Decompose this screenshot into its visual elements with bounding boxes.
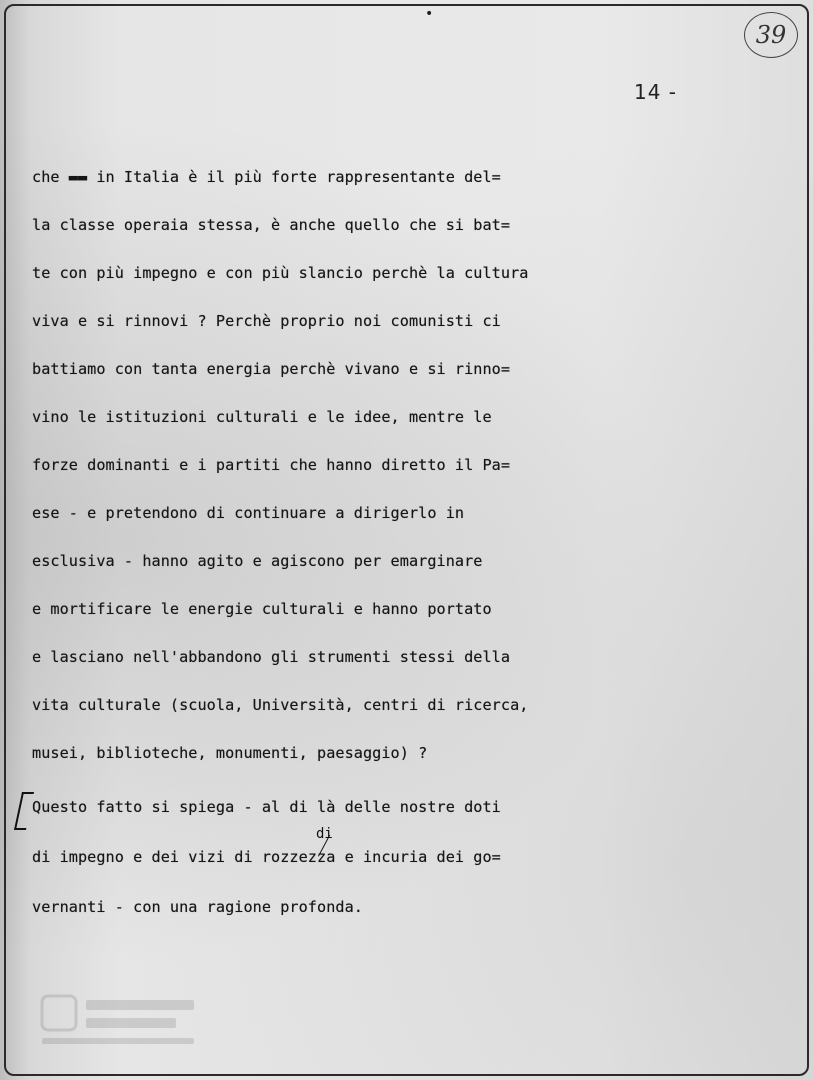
text-line: di impegno e dei vizi di rozzezza e incuria dei go=: [32, 848, 501, 866]
text-line: la classe operaia stessa, è anche quello che si bat=: [32, 216, 511, 234]
text-line: viva e si rinnovi ? Perchè proprio noi comunisti ci: [32, 312, 501, 330]
text-line: e lasciano nell'abbandono gli strumenti stessi della: [32, 648, 511, 666]
text-line: battiamo con tanta energia perchè vivano e si rinno=: [32, 360, 511, 378]
text-line: vino le istituzioni culturali e le idee, mentre le: [32, 408, 492, 426]
text-line: e mortificare le energie culturali e hanno portato: [32, 600, 492, 618]
archive-watermark-logo: [40, 992, 200, 1052]
archive-number-circle: [744, 12, 798, 58]
handwritten-insertion: di: [316, 826, 333, 842]
text-line: Questo fatto si spiega - al di là delle nostre doti: [32, 798, 501, 816]
archive-number: 39: [755, 21, 787, 49]
text-line: vita culturale (scuola, Università, centri di ricerca,: [32, 696, 529, 714]
text-line: forze dominanti e i partiti che hanno diretto il Pa=: [32, 456, 511, 474]
text-line: vernanti - con una ragione profonda.: [32, 898, 363, 916]
top-punch-mark: •: [425, 6, 434, 22]
text-line: ese - e pretendono di continuare a dirigerlo in: [32, 504, 465, 522]
text-line: musei, biblioteche, monumenti, paesaggio) ?: [32, 744, 428, 762]
text-line: esclusiva - hanno agito e agiscono per emarginare: [32, 552, 483, 570]
text-line: te con più impegno e con più slancio perchè la cultura: [32, 264, 529, 282]
page-number: 14 -: [634, 80, 678, 104]
text-line: che ▬▬ in Italia è il più forte rappresentante del=: [32, 168, 501, 186]
